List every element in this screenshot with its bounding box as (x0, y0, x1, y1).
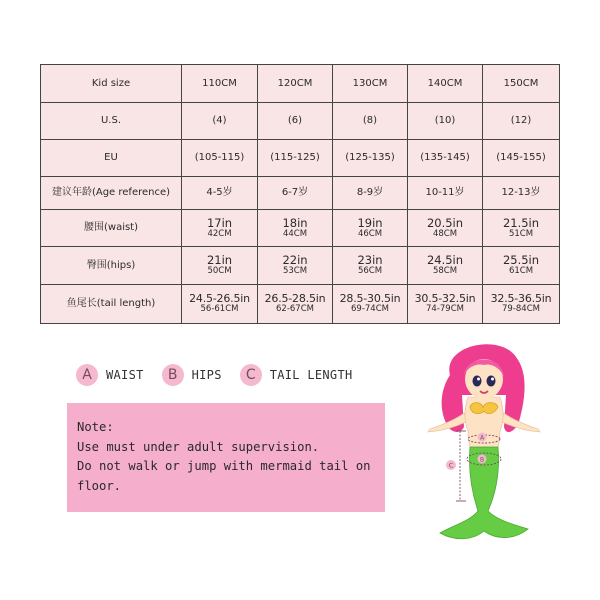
legend-item-hips (162, 364, 222, 386)
cell: (125-135) (333, 140, 408, 177)
note-line: floor. (77, 478, 122, 493)
cell: 6-7岁 (258, 177, 333, 210)
legend-marker-c: C (240, 364, 262, 386)
cell: (8) (333, 103, 408, 140)
row-hips (41, 247, 560, 285)
cell (483, 247, 560, 285)
row-label: Kid size (41, 65, 182, 103)
row-label: EU (41, 140, 182, 177)
safety-note-box (67, 403, 385, 512)
cell: (105-115) (182, 140, 258, 177)
cell (408, 247, 483, 285)
cell-inch: 19in (357, 215, 383, 230)
cell-cm: 53CM (282, 266, 308, 277)
cell-inch: 26.5-28.5in (264, 291, 326, 305)
cell-cm: 48CM (432, 228, 458, 239)
mermaid-left-eye (473, 376, 482, 387)
note-line: Note: (77, 420, 114, 434)
cell (182, 210, 258, 247)
cell-cm: 56-61CM (200, 304, 239, 315)
cell: 4-5岁 (182, 177, 258, 210)
cell-cm: 74-79CM (426, 304, 464, 315)
legend-label: WAIST (106, 368, 144, 382)
row-label: 臀围(hips) (41, 247, 182, 285)
cell (258, 210, 333, 247)
cell (182, 285, 258, 324)
cell: (4) (182, 103, 258, 140)
cell-inch: 21.5in (502, 215, 540, 230)
cell-inch: 32.5-36.5in (490, 291, 552, 305)
cell-cm: 62-67CM (276, 304, 314, 315)
cell-inch: 23in (357, 253, 383, 267)
cell-cm: 79-84CM (502, 304, 540, 315)
cell-inch: 25.5in (502, 253, 540, 267)
cell-inch: 21in (206, 253, 233, 267)
cell (333, 210, 408, 247)
cell: 10-11岁 (408, 177, 483, 210)
cell: 120CM (258, 65, 333, 103)
size-chart-table (40, 64, 560, 324)
row-kid-size (41, 65, 560, 103)
figure-marker-b: B (479, 456, 485, 464)
cell-inch: 20.5in (426, 215, 464, 230)
cell (258, 247, 333, 285)
cell: 130CM (333, 65, 408, 103)
cell (408, 285, 483, 324)
figure-marker-c: C (448, 461, 454, 470)
row-label: 腰围(waist) (41, 210, 182, 247)
row-us (41, 103, 560, 140)
cell-cm: 44CM (282, 228, 308, 239)
figure-marker-a: A (479, 434, 485, 442)
row-label: 鱼尾长(tail length) (41, 285, 182, 324)
cell-cm: 69-74CM (351, 304, 389, 315)
legend-item-tail-length (240, 364, 353, 386)
mermaid-illustration (420, 335, 550, 550)
cell-inch: 28.5-30.5in (339, 291, 401, 305)
legend-item-waist (76, 364, 144, 386)
cell-inch: 17in (206, 215, 233, 230)
cell-inch: 22in (282, 253, 308, 267)
cell: 110CM (182, 65, 258, 103)
cell: (6) (258, 103, 333, 140)
cell (182, 247, 258, 285)
cell-inch: 30.5-32.5in (414, 291, 476, 305)
cell: (115-125) (258, 140, 333, 177)
cell-inch: 24.5in (426, 253, 464, 267)
cell: (12) (483, 103, 560, 140)
cell-inch: 18in (282, 215, 308, 230)
cell (408, 210, 483, 247)
cell (333, 247, 408, 285)
cell-inch: 24.5-26.5in (189, 291, 250, 305)
cell-cm: 46CM (357, 228, 383, 239)
legend-marker-a: A (76, 364, 98, 386)
row-tail-length (41, 285, 560, 324)
cell-cm: 50CM (207, 266, 232, 277)
cell-cm: 51CM (508, 228, 534, 239)
legend-label: HIPS (191, 368, 222, 382)
cell: (10) (408, 103, 483, 140)
cell: 150CM (483, 65, 560, 103)
measurement-legend (76, 363, 353, 387)
mermaid-right-eye (487, 376, 496, 387)
cell (333, 285, 408, 324)
cell (483, 285, 560, 324)
row-waist (41, 210, 560, 247)
row-age-reference (41, 177, 560, 210)
row-eu (41, 140, 560, 177)
cell (483, 210, 560, 247)
legend-label: TAIL LENGTH (269, 368, 353, 382)
cell-cm: 61CM (508, 266, 534, 277)
cell-cm: 56CM (357, 266, 383, 277)
legend-marker-b: B (162, 364, 184, 386)
cell-cm: 42CM (207, 228, 232, 239)
cell: 12-13岁 (483, 177, 560, 210)
cell: (145-155) (483, 140, 560, 177)
cell: 140CM (408, 65, 483, 103)
row-label: 建议年龄(Age reference) (41, 177, 182, 210)
cell-cm: 58CM (432, 266, 458, 277)
cell: 8-9岁 (333, 177, 408, 210)
cell: (135-145) (408, 140, 483, 177)
cell (258, 285, 333, 324)
note-line: Use must under adult supervision. (77, 439, 320, 454)
row-label: U.S. (41, 103, 182, 140)
note-line: Do not walk or jump with mermaid tail on (77, 459, 371, 473)
